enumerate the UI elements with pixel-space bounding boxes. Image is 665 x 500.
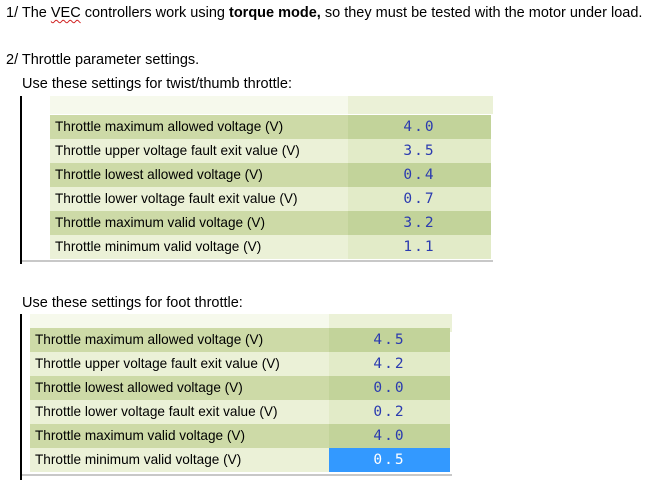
parameter-value[interactable]: 0.2 xyxy=(329,400,450,424)
intro-middle: controllers work using xyxy=(80,5,229,21)
parameter-label: Throttle lowest allowed voltage (V) xyxy=(30,376,329,400)
parameter-label: Throttle maximum valid voltage (V) xyxy=(30,424,329,448)
table-header-strip-value xyxy=(348,96,493,114)
table-row[interactable] xyxy=(30,424,450,448)
table-row[interactable] xyxy=(30,328,450,352)
intro-prefix: 1/ The xyxy=(6,5,51,21)
table-row[interactable] xyxy=(50,235,491,259)
parameter-label: Throttle maximum allowed voltage (V) xyxy=(30,328,329,352)
foot-throttle-table xyxy=(20,314,452,480)
parameter-value[interactable]: 4.0 xyxy=(348,115,491,139)
intro-suffix: so they must be tested with the motor under load. xyxy=(320,5,643,21)
parameter-label: Throttle upper voltage fault exit value (V) xyxy=(30,352,329,376)
parameter-value[interactable]: 3.2 xyxy=(348,211,491,235)
parameter-value[interactable]: 0.7 xyxy=(348,187,491,211)
table-row[interactable] xyxy=(50,139,491,163)
parameter-value[interactable]: 4.5 xyxy=(329,328,450,352)
twist-table-caption: Use these settings for twist/thumb throttle: xyxy=(22,76,292,92)
section-heading: 2/ Throttle parameter settings. xyxy=(6,52,200,68)
parameter-label: Throttle upper voltage fault exit value (V) xyxy=(50,139,348,163)
parameter-label: Throttle lowest allowed voltage (V) xyxy=(50,163,348,187)
parameter-value[interactable]: 0.5 xyxy=(329,448,450,472)
vec-word: VEC xyxy=(50,5,81,21)
parameter-label: Throttle maximum allowed voltage (V) xyxy=(50,115,348,139)
parameter-value[interactable]: 4.0 xyxy=(329,424,450,448)
table-row[interactable] xyxy=(50,163,491,187)
table-row[interactable] xyxy=(50,115,491,139)
table-left-border xyxy=(20,96,22,264)
parameter-value[interactable]: 0.4 xyxy=(348,163,491,187)
parameter-label: Throttle maximum valid voltage (V) xyxy=(50,211,348,235)
parameter-label: Throttle minimum valid voltage (V) xyxy=(30,448,329,472)
parameter-label: Throttle lower voltage fault exit value (V) xyxy=(30,400,329,424)
table-row[interactable] xyxy=(30,400,450,424)
table-row[interactable] xyxy=(50,187,491,211)
table-bottom-border xyxy=(22,474,452,476)
parameter-value[interactable]: 0.0 xyxy=(329,376,450,400)
table-row[interactable] xyxy=(30,352,450,376)
table-header-strip xyxy=(50,96,348,114)
table-row[interactable] xyxy=(50,211,491,235)
twist-throttle-table xyxy=(20,96,493,264)
torque-mode-bold: torque mode, xyxy=(228,5,321,21)
parameter-value[interactable]: 4.2 xyxy=(329,352,450,376)
parameter-label: Throttle lower voltage fault exit value (V) xyxy=(50,187,348,211)
table-left-border xyxy=(20,314,22,480)
table-row[interactable] xyxy=(30,448,450,472)
table-bottom-border xyxy=(22,260,493,262)
parameter-label: Throttle minimum valid voltage (V) xyxy=(50,235,348,259)
parameter-value[interactable]: 3.5 xyxy=(348,139,491,163)
intro-line xyxy=(6,5,642,21)
table-row[interactable] xyxy=(30,376,450,400)
foot-table-caption: Use these settings for foot throttle: xyxy=(22,295,243,311)
parameter-value[interactable]: 1.1 xyxy=(348,235,491,259)
